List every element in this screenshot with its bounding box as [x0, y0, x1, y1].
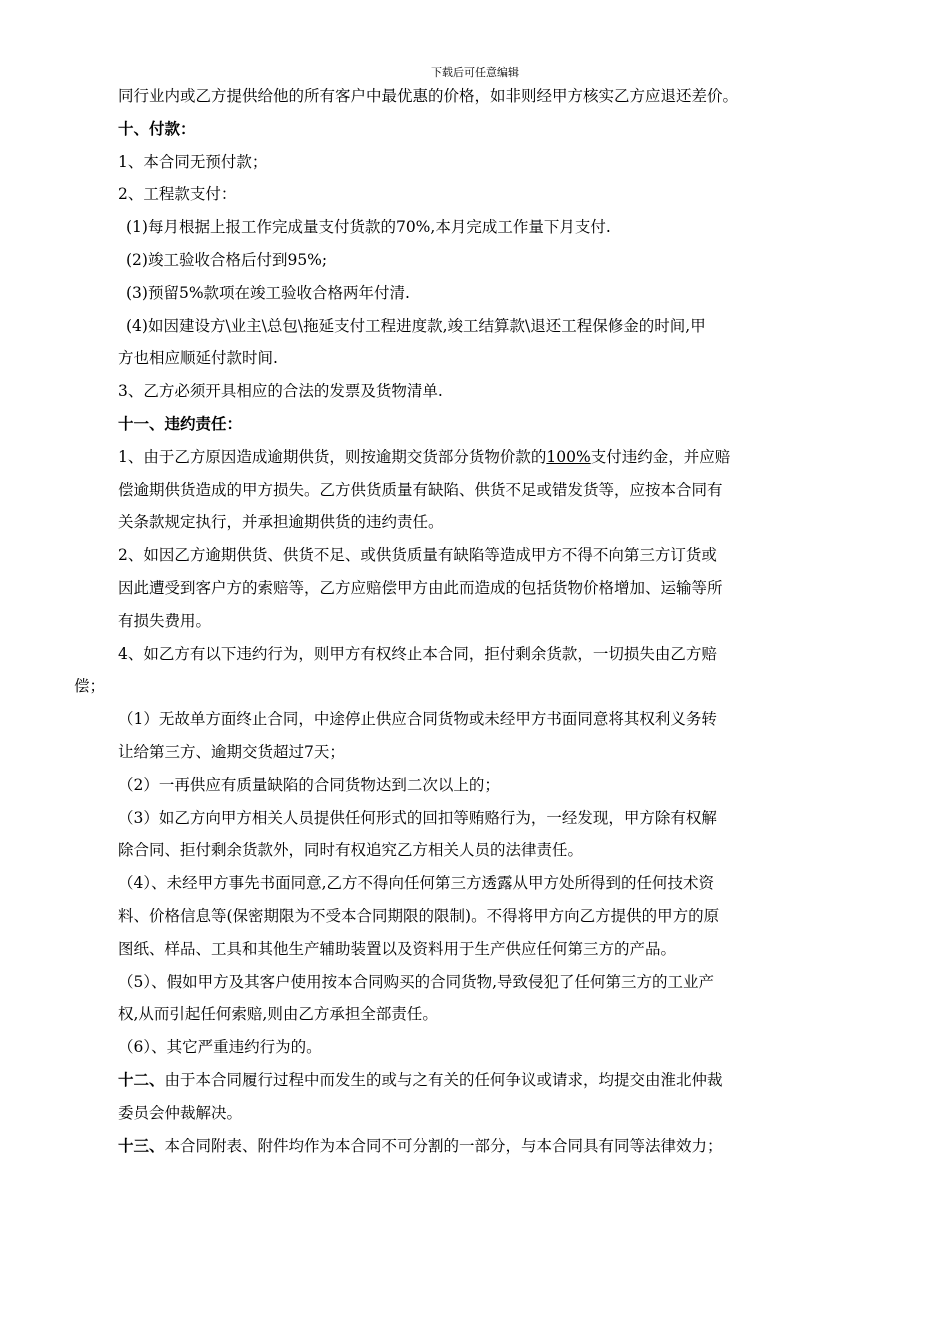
section-heading-payment: 十、付款：: [118, 119, 196, 138]
contract-body: [74, 80, 888, 1162]
sub-clause-line: 图纸、样品、工具和其他生产辅助装置以及资料用于生产供应任何第三方的产品。: [118, 939, 677, 958]
clause-line: [118, 441, 888, 474]
clause-line: 4、如乙方有以下违约行为，则甲方有权终止本合同，拒付剩余货款，一切损失由乙方赔: [118, 644, 717, 663]
sub-clause-line: 除合同、拒付剩余货款外，同时有权追究乙方相关人员的法律责任。: [118, 841, 584, 860]
sub-clause-line: 方也相应顺延付款时间.: [118, 349, 278, 368]
penalty-rate: 100%: [546, 447, 591, 466]
sub-clause-line: (4)如因建设方\业主\总包\拖延支付工程进度款,竣工结算款\退还工程保修金的时间,甲: [126, 316, 706, 335]
page-header-note: 下载后可任意编辑: [431, 66, 519, 79]
clause-text: 1、由于乙方原因造成逾期供货，则按逾期交货部分货物价款的: [118, 447, 547, 466]
sub-clause-line: （4）、未经甲方事先书面同意,乙方不得向任何第三方透露从甲方处所得到的任何技术资: [118, 874, 715, 893]
clause-line: 3、乙方必须开具相应的合法的发票及货物清单.: [118, 382, 443, 401]
clause-line: [118, 1064, 888, 1097]
clause-text: 支付违约金，并应赔: [590, 447, 731, 466]
sub-clause-line: （6）、其它严重违约行为的。: [118, 1038, 322, 1057]
sub-clause-line: （1）无故单方面终止合同，中途停止供应合同货物或未经甲方书面同意将其权利义务转: [118, 710, 717, 729]
clause-line: 关条款规定执行，并承担逾期供货的违约责任。: [118, 513, 444, 532]
clause-text: 由于本合同履行过程中而发生的或与之有关的任何争议或请求，均提交由淮北仲裁: [164, 1070, 723, 1089]
clause-line: 2、如因乙方逾期供货、供货不足、或供货质量有缺陷等造成甲方不得不向第三方订货或: [118, 546, 717, 565]
sub-clause-line: （2）一再供应有质量缺陷的合同货物达到二次以上的；: [118, 775, 500, 794]
sub-clause-line: (1)每月根据上报工作完成量支付货款的70%,本月完成工作量下月支付.: [126, 218, 611, 237]
sub-clause-line: （3）如乙方向甲方相关人员提供任何形式的回扣等贿赂行为，一经发现，甲方除有权解: [118, 808, 717, 827]
section-heading-liability: 十一、违约责任：: [118, 414, 243, 433]
clause-line: [118, 1130, 888, 1163]
sub-clause-line: 让给第三方、逾期交货超过7天；: [118, 742, 345, 761]
sub-clause-line: 权,从而引起任何索赔,则由乙方承担全部责任。: [118, 1005, 438, 1024]
section-heading-arbitration: 十二、: [118, 1070, 165, 1089]
clause-line: 2、工程款支付：: [118, 185, 237, 204]
clause-line: 偿；: [74, 677, 106, 696]
sub-clause-line: (3)预留5%款项在竣工验收合格两年付清.: [126, 283, 410, 302]
clause-line: 委员会仲裁解决。: [118, 1103, 243, 1122]
clause-text: 本合同附表、附件均作为本合同不可分割的一部分，与本合同具有同等法律效力；: [164, 1136, 723, 1155]
paragraph-line: 同行业内或乙方提供给他的所有客户中最优惠的价格，如非则经甲方核实乙方应退还差价。: [118, 87, 739, 105]
sub-clause-line: （5）、假如甲方及其客户使用按本合同购买的合同货物,导致侵犯了任何第三方的工业产: [118, 972, 715, 991]
sub-clause-line: 料、价格信息等(保密期限为不受本合同期限的限制)。不得将甲方向乙方提供的甲方的原: [118, 906, 720, 925]
clause-line: 偿逾期供货造成的甲方损失。乙方供货质量有缺陷、供货不足或错发货等，应按本合同有: [118, 480, 723, 499]
sub-clause-line: (2)竣工验收合格后付到95%;: [126, 250, 328, 269]
clause-line: 1、本合同无预付款；: [118, 152, 268, 171]
section-heading-attachments: 十三、: [118, 1136, 165, 1155]
clause-line: 有损失费用。: [118, 611, 212, 630]
clause-line: 因此遭受到客户方的索赔等，乙方应赔偿甲方由此而造成的包括货物价格增加、运输等所: [118, 578, 723, 597]
